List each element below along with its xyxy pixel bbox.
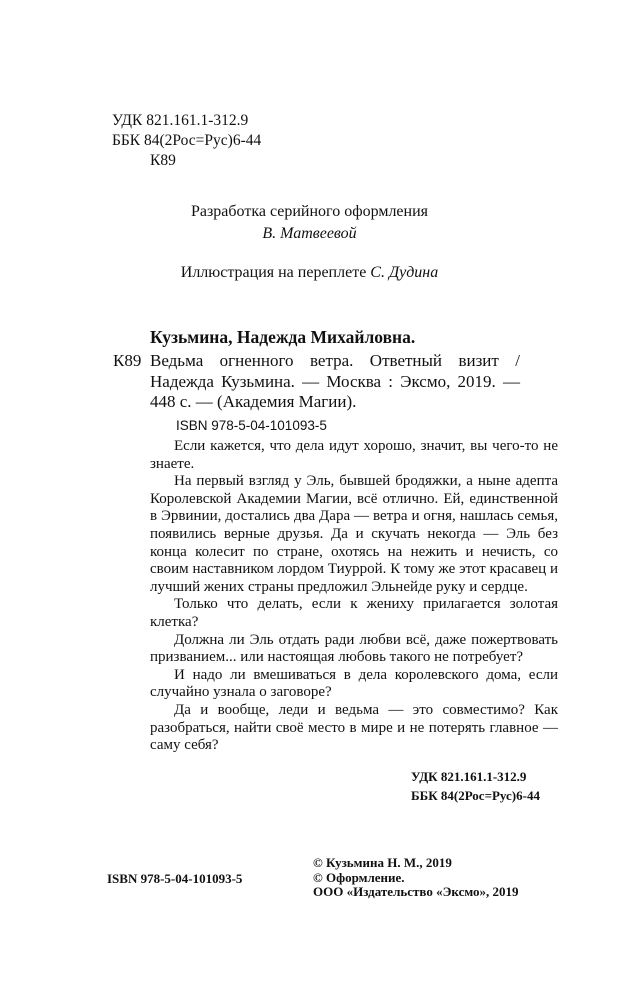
classification-codes <box>112 111 261 171</box>
bbk-code: ББК 84(2Рос=Рус)6-44 <box>112 132 262 149</box>
annotation-paragraph: Да и вообще, леди и ведьма — это совместимо? Как разобраться, найти своё место в мире и не потерять главное — саму себя? <box>150 701 558 754</box>
annotation-paragraph: На первый взгляд у Эль, бывшей бродяжки, а ныне адепта Королевской Академии Магии, всё отлично. Ей, единственной в Эрвинии, достались два Дара — ветра и огня, нашлась семья, появились верные друзья. Да и скучать некогда — Эль без конца колесит по стране, охотясь на нежить и нечисть, со своим наставником лордом Тиуррой. К тому же этот красавец и лучший жених страны предложил Эльнейде руку и сердце. <box>150 473 558 595</box>
author-sign: К89 <box>150 152 176 169</box>
illustrator-name: С. Дудина <box>370 264 439 281</box>
annotation-paragraph: Должна ли Эль отдать ради любви всё, даже пожертвовать призванием... или настоящая любовь такого не потребует? <box>150 631 558 666</box>
annotation-paragraph: Если кажется, что дела идут хорошо, значит, вы чего-то не знаете. <box>150 438 558 472</box>
footer-bbk: ББК 84(2Рос=Рус)6-44 <box>411 788 540 803</box>
illustration-credit <box>0 264 619 282</box>
footer-udk: УДК 821.161.1-312.9 <box>411 769 527 784</box>
annotation <box>150 438 558 755</box>
annotation-paragraph: Только что делать, если к жениху прилагается золотая клетка? <box>150 596 558 630</box>
bibliographic-code: К89 <box>113 351 142 370</box>
author-heading: Кузьмина, Надежда Михайловна. <box>150 327 416 347</box>
copyright-design: © Оформление. <box>313 869 405 885</box>
isbn-number: ISBN 978-5-04-101093-5 <box>176 418 327 433</box>
copyright-publisher: ООО «Издательство «Эксмо», 2019 <box>313 884 519 899</box>
udk-code: УДК 821.161.1-312.9 <box>112 112 249 129</box>
illustration-label: Иллюстрация на переплете <box>180 264 367 281</box>
isbn-bottom: ISBN 978-5-04-101093-5 <box>107 871 243 886</box>
annotation-paragraph: И надо ли вмешиваться в дела королевского дома, если случайно узнала о заговоре? <box>150 666 558 701</box>
bibliographic-description: Ведьма огненного ветра. Ответный визит / Надежда Кузьмина. — Москва : Эксмо, 2019. — 448 с. — (Академия Магии). <box>150 351 520 411</box>
copyright-block <box>313 856 519 900</box>
copyright-author: © Кузьмина Н. М., 2019 <box>313 855 452 870</box>
series-designer: В. Матвеевой <box>262 225 357 242</box>
series-design-label: Разработка серийного оформления <box>190 203 429 220</box>
footer-codes <box>411 767 540 805</box>
